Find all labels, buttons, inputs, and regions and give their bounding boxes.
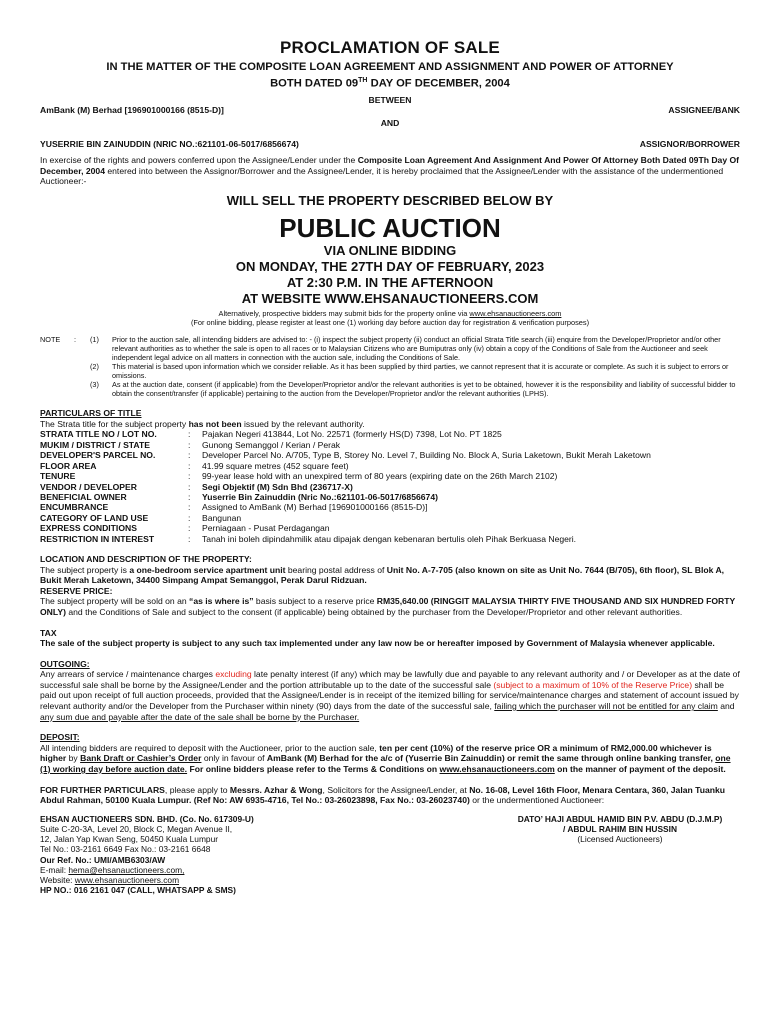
title-row-colon: : [188,471,191,482]
strata-status: The Strata title for the subject property has not been issued by the relevant authority. [40,418,365,429]
outgoing-text: Any arrears of service / maintenance charges excluding late penalty interest (if any) which may be lawfully due and payable to any relevant authority and / or Developer as at the date of successful sale shall be borne by the Assignee/Lender and the portion attributable up to the date of the successful sale (subject to a maximum of 10% of the Reserve Price) shall be paid out upon receipt of full auction proceeds, provided that the Assignee/Lender is in receipt of the itemized billing for service/maintenance charges and statement of account issued by relevant authority and/or the Developer from the Purchaser within ninety (90) days from the date of the successful sale, failing which the purchaser will not be entitled for any claim and any sum due and payable after the date of the sale shall be borne by the Purchaser. [40,669,740,722]
title-row-value: Bangunan [202,512,242,523]
title-row-key: VENDOR / DEVELOPER [40,481,137,492]
title-row-colon: : [188,460,191,471]
title-row-key: FLOOR AREA [40,460,97,471]
assignor-role: ASSIGNOR/BORROWER [639,138,740,149]
title-row-value: Gunong Semanggol / Kerian / Perak [202,439,341,450]
reserve-heading: RESERVE PRICE: [40,585,113,596]
will-sell-heading: WILL SELL THE PROPERTY DESCRIBED BELOW BY [226,192,554,208]
title-row-key: DEVELOPER'S PARCEL NO. [40,450,156,461]
public-auction-heading: PUBLIC AUCTION [279,212,501,243]
auctioneer-website-line: Website: www.ehsanauctioneers.com [40,875,180,886]
auctioneer-footer [40,814,740,896]
title-row-value: Developer Parcel No. A/705, Type B, Storey No. Level 7, Building No. Block A, Suria Laketown, Bukit Merah Laketown [202,450,651,461]
registration-note: (For online bidding, please register at least one (1) working day before auction day for registration & verification purposes) [190,318,590,328]
assignee-role: ASSIGNEE/BANK [668,105,740,116]
notes-block: NOTE : (1) Prior to the auction sale, all intending bidders are advised to: - (i) inspect the subject property (ii) conduct an official Strata Title search (iii) enquire from the Developer/Proprietor and/or other relevant authorities as to whether the sale is open to all races or to Malaysian Citizens who are Bumiputras only (iv) obtain a copy of the Conditions of Sale from the Auctioneer and seek independent legal advice on all matters in connection with the auction sale, including the Conditions of Sale. (2) This material is based upon information which we consider reliable. As it has been supplied by third parties, we cannot represent that it is accurate or complete. As such it is subject to errors or omissions. (3) As at the auction date, consent (if applicable) from the Developer/Proprietor and/or the relevant authorities is yet to be obtained, however it is the responsibility and liability of successful bidder to obtain the consent/transfer (if applicable) pertaining to the auction from the Developer/Proprietor and/or the relevant authorities (LPHS). [40,335,736,399]
title-row-colon: : [188,491,191,502]
between-label: BETWEEN [368,94,412,105]
title-row-value: Perniagaan - Pusat Perdagangan [202,523,330,534]
title-row-value: 41.99 square metres (452 square feet) [202,460,349,471]
tax-heading: TAX [40,627,57,638]
auctioneer-tel: Tel No.: 03-2161 6649 Fax No.: 03-2161 6648 [40,844,211,855]
title-row-key: STRATA TITLE NO / LOT NO. [40,429,157,440]
auction-link[interactable]: www.ehsanauctioneers.com [469,308,562,318]
intro-paragraph: In exercise of the rights and powers conferred upon the Assignee/Lender under the Composite Loan Agreement And Assignment And Power Of Attorney Both Dated 09Th Day Of December, 2004 entered into between the Assignor/Borrower and the Assignee/Lender, it is hereby proclaimed that the Assignee/Lender with the assistance of the undermentioned Auctioneer:- [40,155,740,187]
alternative-bidding-note: Alternatively, prospective bidders may submit bids for the property online via www.ehsanauctioneers.com [218,308,562,318]
title-row-colon: : [188,523,191,534]
title-row-value: 99-year lease hold with an unexpired term of 80 years (expiring date on the 26th March 2102) [202,471,558,482]
title-row-value: Segi Objektif (M) Sdn Bhd (236717-X) [202,481,353,492]
assignee-name: AmBank (M) Berhad [196901000166 (8515-D)] [40,105,224,116]
auctioneer-address-1: Suite C-20-3A, Level 20, Block C, Megan Avenue II, [40,824,233,835]
title-row-key: BENEFICIAL OWNER [40,491,127,502]
title-row-colon: : [188,512,191,523]
auctioneer-email-link[interactable]: hema@ehsanauctioneers.com, [68,864,185,875]
title-row-key: ENCUMBRANCE [40,502,109,513]
title-row-key: CATEGORY OF LAND USE [40,512,149,523]
party-assignee-row [40,105,740,116]
auctioneer-ref: Our Ref. No.: UMI/AMB6303/AW [40,854,166,865]
assignor-name: YUSERRIE BIN ZAINUDDIN (NRIC NO.:621101-06-5017/6856674) [40,138,299,149]
title-row-colon: : [188,481,191,492]
outgoing-heading: OUTGOING: [40,658,90,669]
location-heading: LOCATION AND DESCRIPTION OF THE PROPERTY: [40,553,252,564]
title-row-value: Assigned to AmBank (M) Berhad [196901000166 (8515-D)] [202,502,428,513]
reserve-description: The subject property will be sold on an “as is where is” basis subject to a reserve price RM35,640.00 (RINGGIT MALAYSIA THIRTY FIVE THOUSAND AND SIX HUNDRED FORTY ONLY) and the Conditions of Sale and subject to the consent (if applicable) being obtained by the purchaser from the Developer/Proprietor and other relevant authorities. [40,596,736,617]
title-row-key: TENURE [40,471,76,482]
matter-line-2: BOTH DATED 09TH DAY OF DECEMBER, 2004 [270,77,510,90]
matter-line-1: IN THE MATTER OF THE COMPOSITE LOAN AGREEMENT AND ASSIGNMENT AND POWER OF ATTORNEY [106,61,674,73]
party-assignor-row [40,139,740,150]
tax-text: The sale of the subject property is subject to any such tax implemented under any law now be or hereafter imposed by Government of Malaysia whenever applicable. [40,638,715,649]
title-particulars-table [40,429,740,543]
title-row-value: Pajakan Negeri 413844, Lot No. 22571 (formerly HS(D) 7398, Lot No. PT 1825 [202,429,502,440]
deposit-heading: DEPOSIT: [40,732,80,743]
deposit-text: All intending bidders are required to deposit with the Auctioneer, prior to the auction sale, ten per cent (10%) of the reserve price OR a minimum of RM2,000.00 whichever is higher by Bank Draft or Cashier’s Order only in favour of AmBank (M) Berhad for the a/c of (Yuserrie Bin Zainuddin) or remit the same through online banking transfer, one (1) working day before auction date. For online bidders please refer to the Terms & Conditions on www.ehsanauctioneers.com on the manner of payment of the deposit. [40,742,731,775]
auctioneer-address-2: 12, Jalan Yap Kwan Seng, 50450 Kuala Lumpur [40,834,219,845]
title-row-key: RESTRICTION IN INTEREST [40,533,155,544]
auction-date: ON MONDAY, THE 27TH DAY OF FEBRUARY, 2023 [235,258,545,274]
auction-website: AT WEBSITE WWW.EHSANAUCTIONEERS.COM [241,290,539,306]
signatory-1: DATO’ HAJI ABDUL HAMID BIN P.V. ABDU (D.J.M.P) [517,813,723,824]
title-row-colon: : [188,429,191,440]
deposit-terms-link[interactable]: www.ehsanauctioneers.com [439,764,555,775]
auctioneer-email-line: E-mail: hema@ehsanauctioneers.com, [40,864,185,875]
and-label: AND [380,117,400,128]
particulars-heading: PARTICULARS OF TITLE [40,408,142,419]
title-row-value: Yuserrie Bin Zainuddin (Nric No.:621101-06-5017/6856674) [202,491,438,502]
auctioneer-hp: HP NO.: 016 2161 047 (CALL, WHATSAPP & SMS) [40,885,236,896]
via-online-bidding: VIA ONLINE BIDDING [323,242,457,258]
title-row-value: Tanah ini boleh dipindahmilik atau dipajak dengan kebenaran bertulis oleh Pihak Berkuasa Negeri. [202,533,577,544]
location-description: The subject property is a one-bedroom service apartment unit bearing postal address of Unit No. A-7-705 (also known on site as Unit No. 7644 (B/705), 6th floor), SL Blok A, Bukit Merah Laketown, 34400 Simpang Ampat Semanggol, Perak Darul Ridzuan. [40,564,725,586]
title-row-colon: : [188,439,191,450]
title-row-colon: : [188,502,191,513]
auctioneer-contact [40,814,254,896]
signatory-2: / ABDUL RAHIM BIN HUSSIN [563,824,677,835]
signatory-title: (Licensed Auctioneers) [577,834,663,845]
further-particulars: FOR FURTHER PARTICULARS, please apply to Messrs. Azhar & Wong, Solicitors for the Assignee/Lender, at No. 16-08, Level 16th Floor, Menara Centara, 360, Jalan Tuanku Abdul Rahman, 50100 Kuala Lumpur. (Ref No: AW 6935-4716, Tel No.: 03-26023898, Fax No.: 03-26023740) or the undermentioned Auctioneer: [40,784,726,806]
auctioneer-company: EHSAN AUCTIONEERS SDN. BHD. (Co. No. 617309-U) [40,813,254,824]
auction-time: AT 2:30 P.M. IN THE AFTERNOON [286,274,494,290]
title-row-colon: : [188,450,191,461]
title-row-colon: : [188,533,191,544]
auctioneer-signature-block [500,814,740,896]
title-row-key: MUKIM / DISTRICT / STATE [40,439,150,450]
title-row-key: EXPRESS CONDITIONS [40,523,137,534]
auctioneer-website-link[interactable]: www.ehsanauctioneers.com [74,875,180,886]
document-title: PROCLAMATION OF SALE [280,38,500,57]
